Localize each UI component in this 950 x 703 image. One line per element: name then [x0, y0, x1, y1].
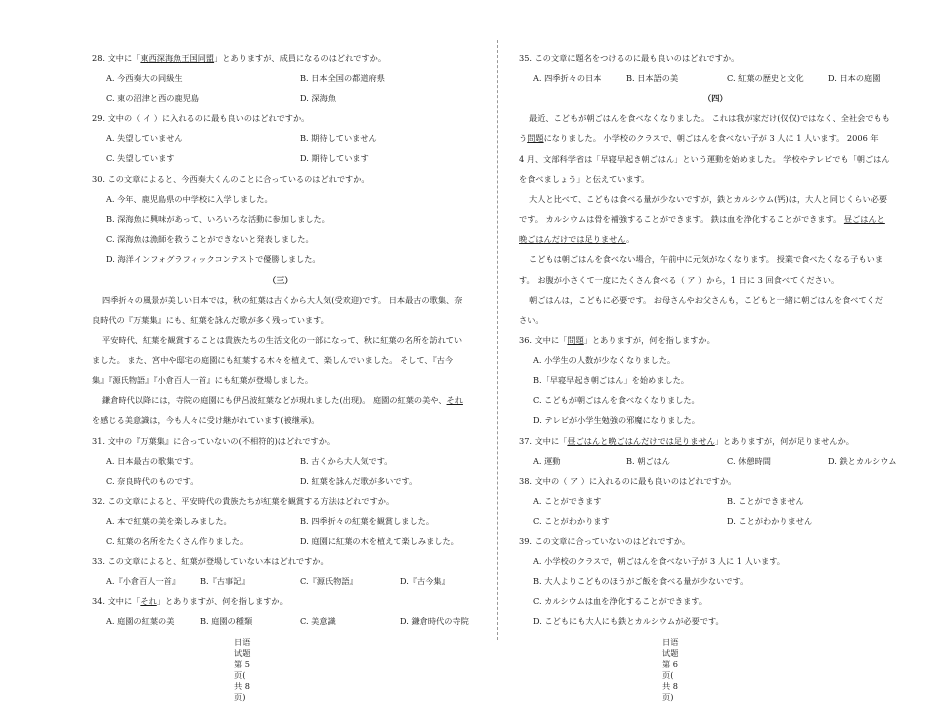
q36-option-b: B.「早寝早起き朝ごはん」を始めました。 [533, 375, 689, 385]
q36-option-c: C. こどもが朝ごはんを食べなくなりました。 [533, 395, 700, 405]
q39-option-c: C. カルシウムは血を浄化することができます。 [533, 596, 707, 606]
q38-option-b: B. ことができません [727, 496, 804, 506]
q32-option-d: D. 庭園に紅葉の木を植えて楽しみました。 [300, 536, 459, 546]
passage3-p2-line3: 集』『源氏物語』『小倉百人一首』にも紅葉が登場しました。 [92, 375, 314, 385]
q34-option-b: B. 庭園の種類 [200, 616, 253, 626]
q33-option-b: B.『古事記』 [200, 576, 250, 586]
section-3-heading: （三） [268, 275, 293, 285]
passage4-p2-line3: 晩ごはんだけでは足りません。 [519, 234, 635, 244]
q37-option-d: D. 鉄とカルシウム [828, 456, 897, 466]
q35-stem: 35. この文章に題名をつけるのに最も良いのはどれですか。 [519, 53, 740, 63]
q28-option-d: D. 深海魚 [300, 93, 337, 103]
q36-option-d: D. テレビが小学生勉強の邪魔になりました。 [533, 415, 700, 425]
q35-option-c: C. 紅葉の歴史と文化 [727, 73, 804, 83]
q29-option-a: A. 失望していません [106, 133, 183, 143]
passage4-p1-line3: 4 月、文部科学省は「早寝早起き朝ごはん」という運動を始めました。 学校やテレビでも「朝ごはん [519, 154, 890, 164]
q29-option-b: B. 期待していません [300, 133, 377, 143]
passage3-p1-line1: 四季折々の風景が美しい日本では，秋の紅葉は古くから大人気(受欢迎)です。 日本最古の歌集、奈 [102, 295, 463, 305]
q32-option-b: B. 四季折々の紅葉を観賞しました。 [300, 516, 435, 526]
q30-stem: 30. この文章によると、今西奏大くんのことに合っているのはどれですか。 [92, 174, 370, 184]
passage3-p2-line2: ました。 また、宮中や邸宅の庭園にも紅葉する木々を植えて、楽しんでいました。 そして、『古今 [92, 355, 454, 365]
q38-option-d: D. ことがわかりません [727, 516, 813, 526]
passage3-p2-line1: 平安時代、紅葉を観賞することは貴族たちの生活文化の一部になって、秋に紅葉の名所を訪れてい [102, 335, 463, 345]
q38-option-c: C. ことがわかります [533, 516, 610, 526]
q32-option-a: A. 本で紅葉の美を楽しみました。 [106, 516, 232, 526]
q31-option-c: C. 奈良時代のものです。 [106, 476, 199, 486]
passage4-p4-line1: 朝ごはんは，こどもに必要です。 お母さんやお父さんも，こどもと一緒に朝ごはんを食べてくだ [529, 295, 884, 305]
q30-option-d: D. 海洋インフォグラフィックコンテストで優勝しました。 [106, 254, 321, 264]
passage3-p3-line2: を感じる美意識は，今も人々に受け継がれています(被继承)。 [92, 415, 320, 425]
q28-option-c: C. 東の沼津と西の鹿児島 [106, 93, 200, 103]
q30-option-a: A. 今年、鹿児島県の中学校に入学しました。 [106, 194, 273, 204]
passage4-p2-line2: です。 カルシウムは骨を補強することができます。 鉄は血を浄化することができます。 昼ごはんと [519, 214, 885, 224]
passage4-p1-line1: 最近、こどもが朝ごはんを食べなくなりました。 これは我が家だけ(仅仅)ではなく、全社会でもも [529, 113, 890, 123]
q32-option-c: C. 紅葉の名所をたくさん作りました。 [106, 536, 249, 546]
q35-option-d: D. 日本の庭園 [828, 73, 881, 83]
passage3-p1-line2: 良時代の『万葉集』にも、紅葉を詠んだ歌が多く残っています。 [92, 315, 329, 325]
page-divider [497, 40, 498, 640]
right-page-footer: 日语试题 第 6 页( 共 8 页) [662, 637, 687, 702]
passage4-p1-line2: う問題になりました。 小学校のクラスで、朝ごはんを食べない子が 3 人に 1 人います。 2006 年 [519, 133, 879, 143]
q35-option-a: A. 四季折々の日本 [533, 73, 602, 83]
q39-option-d: D. こどもにも大人にも鉄とカルシウムが必要です。 [533, 616, 724, 626]
passage4-p3-line2: す。 お腹が小さくて一度にたくさん食べる（ ア ）から，1 日に 3 回食べてください。 [519, 275, 840, 285]
q28-stem: 28. 文中に「東西深海魚王国同盟」とありますが、成員になるのはどれですか。 [92, 53, 387, 63]
q34-stem: 34. 文中に「それ」とありますが、何を指しますか。 [92, 596, 288, 606]
passage4-p4-line2: さい。 [519, 315, 544, 325]
q37-option-c: C. 休憩時間 [727, 456, 771, 466]
q33-stem: 33. この文章によると、紅葉が登場していない本はどれですか。 [92, 556, 329, 566]
left-page-footer: 日语试题 第 5 页( 共 8 页) [234, 637, 259, 702]
q36-stem: 36. 文中に「問題」とありますが，何を指しますか。 [519, 335, 715, 345]
q30-option-b: B. 深海魚に興味があって、いろいろな活動に参加しました。 [106, 214, 330, 224]
q28-option-b: B. 日本全国の都道府県 [300, 73, 385, 83]
passage4-p1-line4: を食べましょう」と伝えています。 [519, 174, 650, 184]
passage4-p2-line1: 大人と比べて、こどもは食べる量が少ないですが，鉄とカルシウム(钙)は，大人と同じくらい必要 [529, 194, 888, 204]
q39-option-b: B. 大人よりこどものほうがご飯を食べる量が少ないです。 [533, 576, 749, 586]
passage4-p3-line1: こどもは朝ごはんを食べない場合，午前中に元気がなくなります。 授業で食べたくなる子もいま [529, 254, 884, 264]
q33-option-c: C.『源氏物語』 [300, 576, 358, 586]
q33-option-d: D.『古今集』 [400, 576, 450, 586]
q31-option-d: D. 紅葉を詠んだ歌が多いです。 [300, 476, 418, 486]
q29-option-c: C. 失望しています [106, 153, 175, 163]
q39-stem: 39. この文章に合っていないのはどれですか。 [519, 536, 691, 546]
section-4-heading: （四） [703, 93, 728, 103]
q31-option-a: A. 日本最古の歌集です。 [106, 456, 199, 466]
q32-stem: 32. この文章によると、平安時代の貴族たちが紅葉を観賞する方法はどれですか。 [92, 496, 395, 506]
q34-option-c: C. 美意識 [300, 616, 336, 626]
q33-option-a: A.『小倉百人一首』 [106, 576, 181, 586]
q38-stem: 38. 文中の（ ア ）に入れるのに最も良いのはどれですか。 [519, 476, 737, 486]
q37-option-a: A. 運動 [533, 456, 561, 466]
q29-option-d: D. 期待しています [300, 153, 369, 163]
passage3-p3-line1: 鎌倉時代以降には，寺院の庭園にも伊呂波紅葉などが現れました(出现)。 庭園の紅葉の美や、それ [102, 395, 463, 405]
q39-option-a: A. 小学校のクラスで，朝ごはんを食べない子が 3 人に 1 人います。 [533, 556, 785, 566]
q28-option-a: A. 今西奏大の同級生 [106, 73, 183, 83]
q31-stem: 31. 文中の『万葉集』に合っていないの(不相符的)はどれですか。 [92, 436, 336, 446]
q36-option-a: A. 小学生の人数が少なくなりました。 [533, 355, 676, 365]
q29-stem: 29. 文中の（ イ ）に入れるのに最も良いのはどれですか。 [92, 113, 310, 123]
q38-option-a: A. ことができます [533, 496, 602, 506]
q37-option-b: B. 朝ごはん [626, 456, 670, 466]
q34-option-a: A. 庭園の紅葉の美 [106, 616, 175, 626]
q35-option-b: B. 日本語の美 [626, 73, 679, 83]
q37-stem: 37. 文中に「昼ごはんと晩ごはんだけでは足りません」とありますが，何が足りませんか。 [519, 436, 854, 446]
q34-option-d: D. 鎌倉時代の寺院 [400, 616, 469, 626]
q31-option-b: B. 古くから大人気です。 [300, 456, 393, 466]
q30-option-c: C. 深海魚は漁師を救うことができないと発表しました。 [106, 234, 314, 244]
